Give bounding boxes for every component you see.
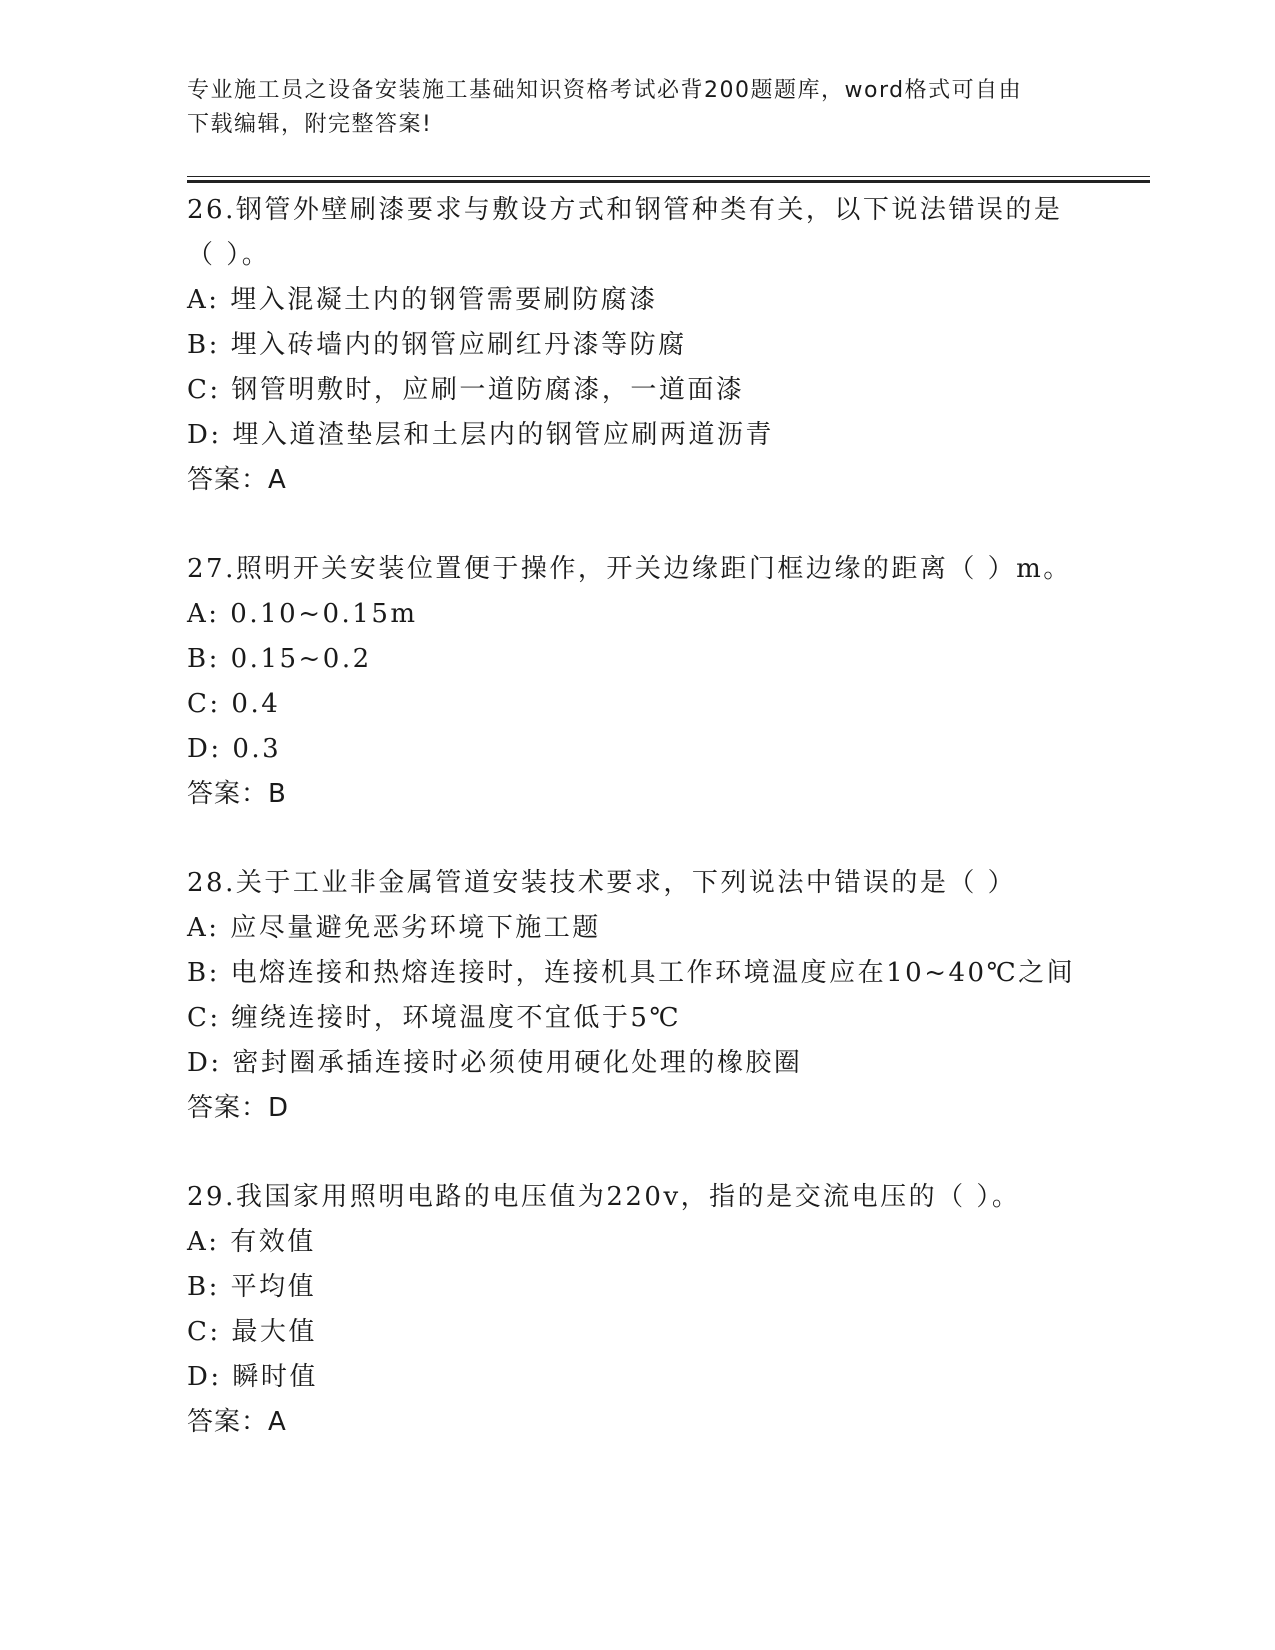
question-stem: 27.照明开关安装位置便于操作，开关边缘距门框边缘的距离（ ）m。 <box>187 554 1072 584</box>
option-b: B: 0.15~0.2 <box>187 644 372 674</box>
option-b: B: 电熔连接和热熔连接时，连接机具工作环境温度应在10~40℃之间 <box>187 958 1076 988</box>
question-list <box>187 188 1147 1489</box>
option-c: C: 0.4 <box>187 689 281 719</box>
question-stem: 28.关于工业非金属管道安装技术要求，下列说法中错误的是（ ） <box>187 868 1017 898</box>
option-d: D: 密封圈承插连接时必须使用硬化处理的橡胶圈 <box>187 1048 803 1078</box>
option-a: A: 0.10~0.15m <box>187 599 418 629</box>
option-a: A: 埋入混凝土内的钢管需要刷防腐漆 <box>187 285 658 315</box>
header-divider-thick <box>187 180 1150 183</box>
question-28 <box>187 861 1147 1131</box>
question-29 <box>187 1175 1147 1445</box>
answer-line: 答案：B <box>187 779 287 809</box>
answer-line: 答案：A <box>187 1407 287 1437</box>
question-stem-continued: （ ）。 <box>187 240 271 270</box>
option-a: A: 有效值 <box>187 1227 316 1257</box>
option-c: C: 最大值 <box>187 1317 317 1347</box>
option-d: D: 埋入道渣垫层和土层内的钢管应刷两道沥青 <box>187 420 774 450</box>
option-c: C: 钢管明敷时，应刷一道防腐漆，一道面漆 <box>187 375 745 405</box>
header-line-2: 下载编辑，附完整答案! <box>187 112 433 137</box>
option-a: A: 应尽量避免恶劣环境下施工题 <box>187 913 601 943</box>
answer-line: 答案：D <box>187 1093 290 1123</box>
option-b: B: 平均值 <box>187 1272 317 1302</box>
option-c: C: 缠绕连接时，环境温度不宜低于5℃ <box>187 1003 682 1033</box>
question-26 <box>187 188 1147 503</box>
answer-line: 答案：A <box>187 465 287 495</box>
question-27 <box>187 547 1147 817</box>
header-line-1: 专业施工员之设备安装施工基础知识资格考试必背200题题库，word格式可自由 <box>187 78 1023 103</box>
header-divider-thin <box>187 176 1150 177</box>
document-header <box>187 74 1087 142</box>
question-stem: 26.钢管外壁刷漆要求与敷设方式和钢管种类有关，以下说法错误的是 <box>187 195 1063 225</box>
option-b: B: 埋入砖墙内的钢管应刷红丹漆等防腐 <box>187 330 687 360</box>
option-d: D: 瞬时值 <box>187 1362 318 1392</box>
option-d: D: 0.3 <box>187 734 282 764</box>
question-stem: 29.我国家用照明电路的电压值为220v，指的是交流电压的（ ）。 <box>187 1182 1021 1212</box>
